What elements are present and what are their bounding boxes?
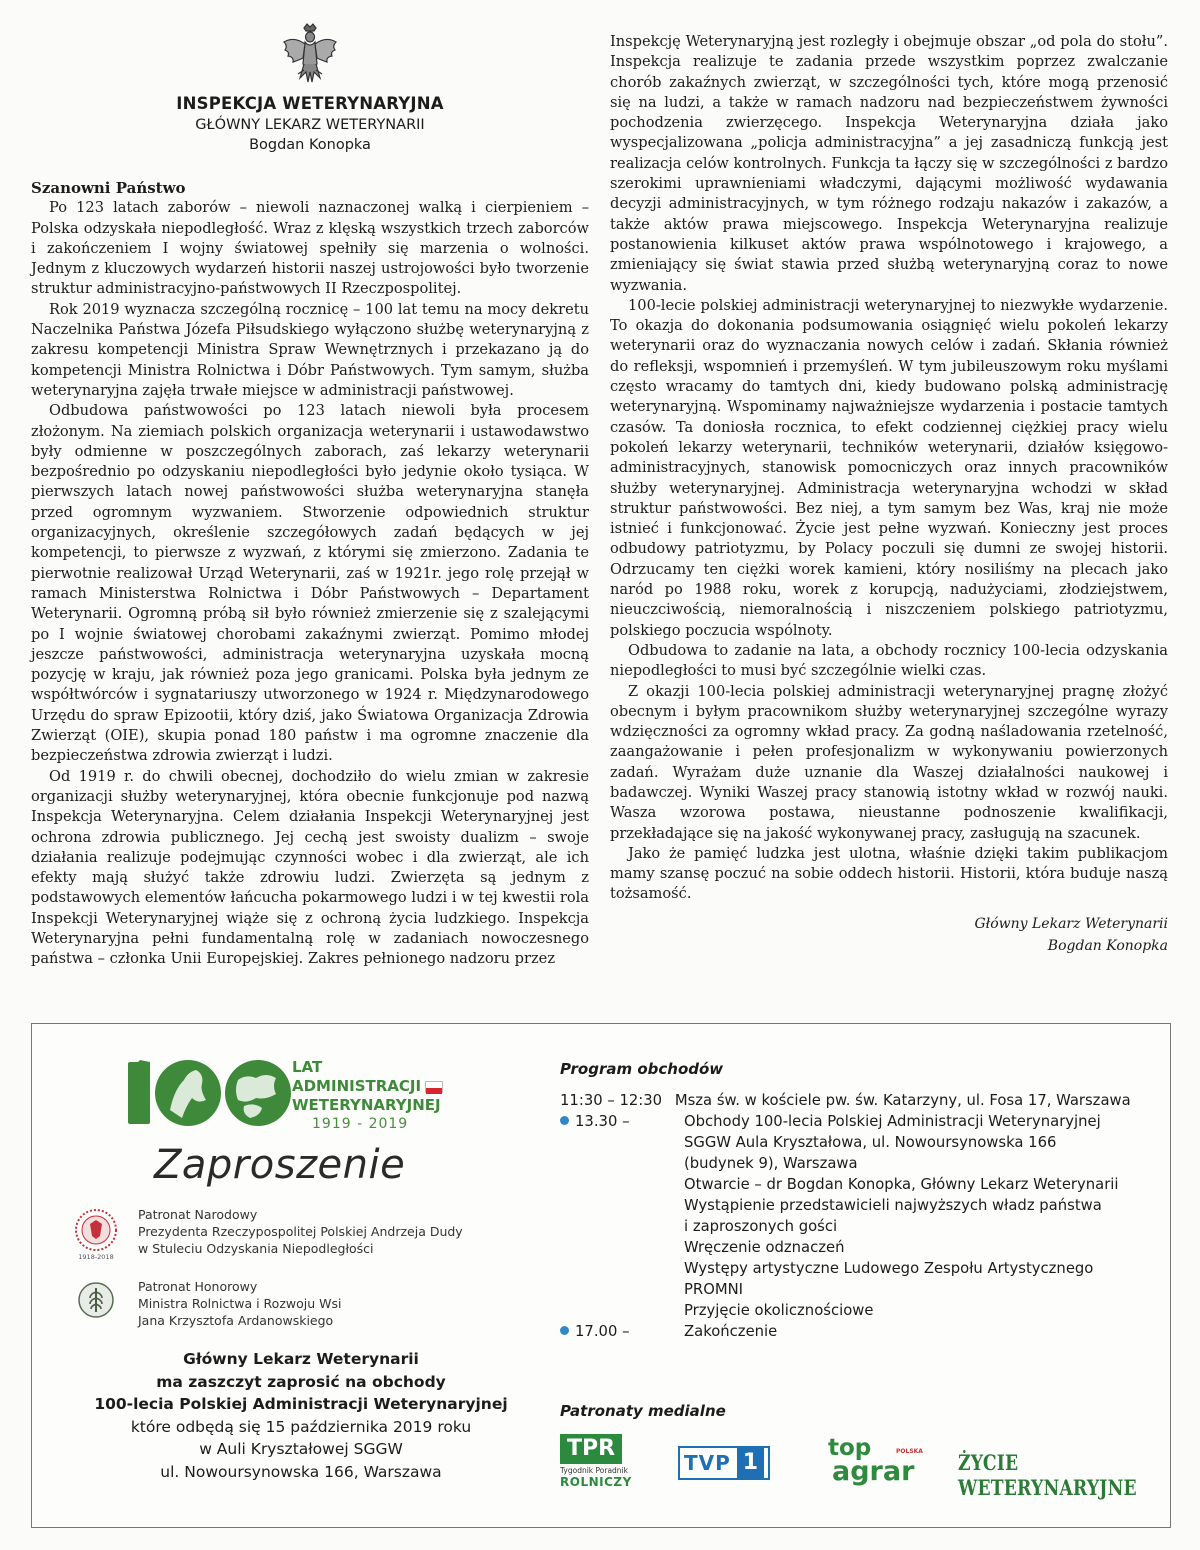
- article-paragraph: Od 1919 r. do chwili obecnej, dochodziło do wielu zmian w zakresie organizacji służby weterynaryjnej, która obecnie funkcjonuje pod nazwą Inspekcja Weterynaryjna. Celem działania Inspekcji Weterynaryjnej jest ochrona zdrowia publicznego. Jej cechą jest swoisty dualizm – swoje działania realizuje podejmując czynności wobec i dla zwierząt, ale ich efekty mają służyć także zdrowiu ludzi. Zwierzęta są jednym z podstawowych elementów łańcucha pokarmowego ludzi i w tej kwestii rola Inspekcji Weterynaryjnej wiąże się z ochroną życia ludzkiego. Inspekcja Weterynaryjna pełni fundamentalną rolę w zadaniach nowoczesnego państwa – członka Unii Europejskiej. Zakres pełnionego nadzoru przez: [31, 767, 589, 968]
- program-desc: Przyjęcie okolicznościowe: [684, 1302, 874, 1319]
- program-desc: SGGW Aula Kryształowa, ul. Nowoursynowska 166: [684, 1134, 1057, 1151]
- program-item: [560, 1090, 1160, 1111]
- program-desc: PROMNI: [684, 1281, 744, 1298]
- program-desc: i zaproszonych gości: [684, 1218, 838, 1235]
- invitation-line: ul. Nowoursynowska 166, Warszawa: [160, 1462, 442, 1481]
- program-desc: Występy artystyczne Ludowego Zespołu Artystycznego: [684, 1260, 1094, 1277]
- program-time-text: 17.00 –: [575, 1323, 630, 1340]
- invitation-text: [46, 1348, 556, 1483]
- polish-eagle-emblem-icon: [280, 22, 340, 88]
- logo-lat: LAT: [292, 1058, 323, 1076]
- tvp1-logo: [678, 1446, 770, 1480]
- program-title: Program obchodów: [560, 1060, 724, 1078]
- program-desc: Zakończenie: [684, 1323, 778, 1340]
- header-subtitle: GŁÓWNY LEKARZ WETERYNARII: [195, 117, 425, 133]
- logo-years: 1919 - 2019: [312, 1116, 409, 1132]
- invitation-line: ma zaszczyt zaprosić na obchody: [156, 1372, 446, 1391]
- article-paragraph: Odbudowa to zadanie na lata, a obchody rocznicy 100-lecia odzyskania niepodległości to musi być szczególnie wielki czas.: [610, 641, 1168, 680]
- patron-national-line3: w Stuleciu Odzyskania Niepodległości: [138, 1241, 374, 1256]
- program-desc: Wystąpienie przedstawicieli najwyższych władz państwa: [684, 1197, 1102, 1214]
- article-paragraph: 100-lecie polskiej administracji weterynaryjnej to niezwykłe wydarzenie. To okazja do dokonania podsumowania osiągnięć wielu pokoleń lekarzy weterynarii oraz do wyznaczania nowych celów i zadań. Skłania również do refleksji, wspomnień i przemyśleń. W tym jubileuszowym roku myślami często wracamy do tamtych dni, kiedy budowano polską administrację weterynaryjną. Wspominamy najważniejsze wydarzenia i postacie tamtych czasów. Ta doniosła rocznica, to efekt codziennej ciężkiej pracy wielu pokoleń lekarzy weterynarii, techników weterynarii, działów księgowo-administracyjnych, stanowisk pomocniczych oraz innych pracowników służby weterynaryjnej. Administracja weterynaryjna wchodzi w skład struktur państwowości. Bez niej, a tym samym bez Was, kraj nie może istnieć i funkcjonować. Życie jest pełne wyzwań. Konieczny jest proces odbudowy patriotyzmu, by Polacy poczuli się dumni ze swojej historii. Odrzucamy ten ciężki worek kamieni, który nosiliśmy na plecach jako naród po 1988 roku, worek z korupcją, nadużyciami, złodziejstwem, nieuczciwością, niemoralnością i niszczeniem polskiego patriotyzmu, polskiego poczucia wspólnoty.: [610, 296, 1168, 639]
- program-desc: Wręczenie odznaczeń: [684, 1239, 845, 1256]
- patron-honorary-line2: Ministra Rolnictwa i Rozwoju Wsi: [138, 1296, 342, 1311]
- tpr-logo-sub2: ROLNICZY: [560, 1475, 632, 1489]
- program-desc: Msza św. w kościele pw. św. Katarzyny, ul. Fosa 17, Warszawa: [674, 1092, 1131, 1109]
- salutation: Szanowni Państwo: [31, 179, 186, 197]
- invitation-line: Główny Lekarz Weterynarii: [183, 1350, 419, 1368]
- polish-flag-icon: [425, 1081, 443, 1093]
- program-item: [560, 1321, 1160, 1342]
- article-paragraph: Jako że pamięć ludzka jest ulotna, właśnie dzięki takim publikacjom mamy szansę poczuć na sobie oddech historii. Historii, która buduje naszą tożsamość.: [610, 844, 1168, 903]
- logo-line3: WETERYNARYJNEJ: [292, 1096, 441, 1114]
- header-name: Bogdan Konopka: [249, 137, 371, 153]
- article-paragraph: Rok 2019 wyznacza szczególną rocznicę – 100 lat temu na mocy dekretu Naczelnika Państwa Józefa Piłsudskiego wyłączono służbę weterynaryjną z zakresu kompetencji Ministra Spraw Wewnętrznych i przekazano ją do kompetencji Ministra Rolnictwa i Dóbr Państwowych. Tym samym, służba weterynaryjna zajęła trwałe miejsce w administracji państwowej.: [31, 300, 589, 399]
- program-time: [560, 1111, 629, 1132]
- patron-honorary-text: [138, 1278, 341, 1329]
- article-left-column: [31, 178, 589, 970]
- article-paragraph: Po 123 latach zaborów – niewoli naznaczonej walką i cierpieniem – Polska odzyskała niepodległość. Wraz z klęską wszystkich trzech zaborców i zakończeniem I wojny światowej spełniły się marzenia o wolności. Jednym z kluczowych wydarzeń historii naszej ustrojowości było tworzenie struktur administracyjno-państwowych II Rzeczpospolitej.: [31, 199, 589, 298]
- document-header: [30, 22, 590, 153]
- signature: [610, 913, 1168, 957]
- patron-national-line2: Prezydenta Rzeczypospolitej Polskiej Andrzeja Dudy: [138, 1224, 463, 1239]
- article-paragraph: Inspekcję Weterynaryjną jest rozległy i obejmuje obszar „od pola do stołu”. Inspekcja realizuje te zadania przede wszystkim poprzez zwalczanie chorób zakaźnych zwierząt, w szczególności tych, które mogą przenosić się na ludzi, a także w ramach nadzoru nad bezpieczeństwem żywności pochodzenia zwierzęcego. Inspekcja Weterynaryjna działa jako wyspecjalizowana „policja administracyjna” a jej zasadniczą funkcją jest realizacja celów kontrolnych. Funkcja ta łączy się w szczególności z bardzo szerokimi uprawnieniami władczymi, dającymi możliwość wydawania decyzji administracyjnych, w tym różnego rodzaju nakazów i zakazów, a także aktów prawa miejscowego. Inspekcja Weterynaryjna realizuje postanowienia kilkuset aktów prawa wspólnotowego i krajowego, a zmieniający się świat stawia przed służbą weterynaryjną coraz to nowe wyzwania.: [610, 33, 1168, 294]
- top-agrar-bottom: agrar: [832, 1456, 915, 1487]
- emblem-years: 1918-2018: [78, 1253, 114, 1261]
- tpr-logo-sub1: Tygodnik Poradnik: [560, 1466, 628, 1475]
- logo-text-block: [292, 1058, 443, 1134]
- program-desc: (budynek 9), Warszawa: [684, 1155, 858, 1172]
- invitation-line: w Auli Kryształowej SGGW: [199, 1440, 403, 1458]
- article-paragraph: Z okazji 100-lecia polskiej administracji weterynaryjnej pragnę złożyć obecnym i byłym pracownikom służby weterynaryjnej szczególne wyrazy wdzięczności za ogromny wkład pracy. Za godną naśladowania rzetelność, zaangażowanie i pełen profesjonalizm w wykonywaniu powierzonych zadań. Wyrażam duże uznanie dla Waszej działalności naukowej i badawczej. Wyniki Waszej pracy stanowią istotny wkład w rozwój nauki. Wasza wzorowa postawa, nieustanne podnoszenie kwalifikacji, przekładające się na jakość wykonywanej pracy, zasługują na szacunek.: [610, 682, 1168, 842]
- invitation-title: Zaproszenie: [154, 1142, 406, 1188]
- patron-national-text: [138, 1206, 463, 1257]
- zycie-weterynaryjne-logo: ŻYCIE WETERYNARYJNE: [958, 1450, 1137, 1500]
- tvp-text: TVP: [684, 1451, 731, 1475]
- patron-national-line1: Patronat Narodowy: [138, 1207, 258, 1222]
- tpr-logo-box: TPR: [560, 1434, 622, 1464]
- program-desc: Obchody 100-lecia Polskiej Administracji Weterynaryjnej: [684, 1113, 1101, 1130]
- tvp-number: 1: [737, 1448, 764, 1478]
- program-time: [560, 1321, 629, 1342]
- program-time: [560, 1092, 662, 1109]
- top-agrar-top: top: [828, 1435, 872, 1461]
- signature-name: Bogdan Konopka: [1047, 937, 1168, 954]
- patron-honorary: [68, 1278, 518, 1338]
- patron-honorary-line3: Jana Krzysztofa Ardanowskiego: [138, 1313, 334, 1328]
- program-time-text: 11:30 – 12:30: [560, 1092, 663, 1109]
- invitation-box: [31, 1023, 1171, 1528]
- ministry-agriculture-emblem-icon: [68, 1278, 124, 1334]
- top-agrar-logo: [828, 1435, 923, 1487]
- bullet-icon: [560, 1116, 569, 1125]
- media-patrons: [560, 1428, 1160, 1498]
- tpr-logo: [560, 1434, 638, 1494]
- program-desc: Otwarcie – dr Bogdan Konopka, Główny Lekarz Weterynarii: [684, 1176, 1119, 1193]
- program-list: [560, 1090, 1160, 1342]
- article-paragraph: Odbudowa państwowości po 123 latach niewoli była procesem złożonym. Na ziemiach polskich organizacja weterynarii i ustawodawstwo były odmienne w poszczególnych zaborach, zaś lekarzy weterynarii bezpośrednio po odzyskaniu niepodległości było jedynie około tysiąca. W pierwszych latach nowej państwowości służba weterynaryjna stanęła przed ogromnym wyzwaniem. Stworzenie odpowiednich struktur organizacyjnych, określenie szczegółowych zadań będących w jej kompetencji, to pierwsze z wyzwań, z którymi się zmierzono. Zadania te pierwotnie realizował Urząd Weterynarii, zaś w 1921r. jego rolę przejął w ramach Ministerstwa Rolnictwa i Dóbr Państwowych – Departament Weterynarii. Ogromną próbą sił było również zmierzenie się z szalejącymi po I wojnie światowej chorobami zakaźnymi zwierząt. Pomimo młodej jeszcze państwowości, administracja weterynaryjna uzyskała mocną pozycję w kraju, jak również poza jego granicami. Polska była jednym ze współtwórców i sygnatariuszy utworzonego w 1924 r. Międzynarodowego Urzędu do spraw Epizootii, który dziś, jako Światowa Organizacja Zdrowia Zwierząt (OIE), skupia ponad 180 państw i ma ogromne znaczenie dla bezpieczeństwa zdrowia zwierząt i ludzi.: [31, 402, 589, 765]
- invitation-line: 100-lecia Polskiej Administracji Weterynaryjnej: [94, 1395, 508, 1413]
- logo-line2: [292, 1077, 443, 1096]
- signature-title: Główny Lekarz Weterynarii: [974, 915, 1168, 932]
- media-patrons-title: Patronaty medialne: [560, 1402, 726, 1420]
- independence-centenary-emblem-icon: [68, 1206, 124, 1262]
- header-title: INSPEKCJA WETERYNARYJNA: [176, 94, 444, 113]
- invitation-line: które odbędą się 15 października 2019 roku: [130, 1417, 472, 1436]
- article-right-column: [610, 32, 1168, 957]
- patron-honorary-line1: Patronat Honorowy: [138, 1279, 258, 1294]
- logo-administracji: ADMINISTRACJI: [292, 1077, 422, 1095]
- top-agrar-pl: POLSKA: [896, 1448, 923, 1455]
- patron-national: [68, 1206, 518, 1266]
- program-item: [560, 1111, 1160, 1321]
- bullet-icon: [560, 1326, 569, 1335]
- program-time-text: 13.30 –: [575, 1113, 630, 1130]
